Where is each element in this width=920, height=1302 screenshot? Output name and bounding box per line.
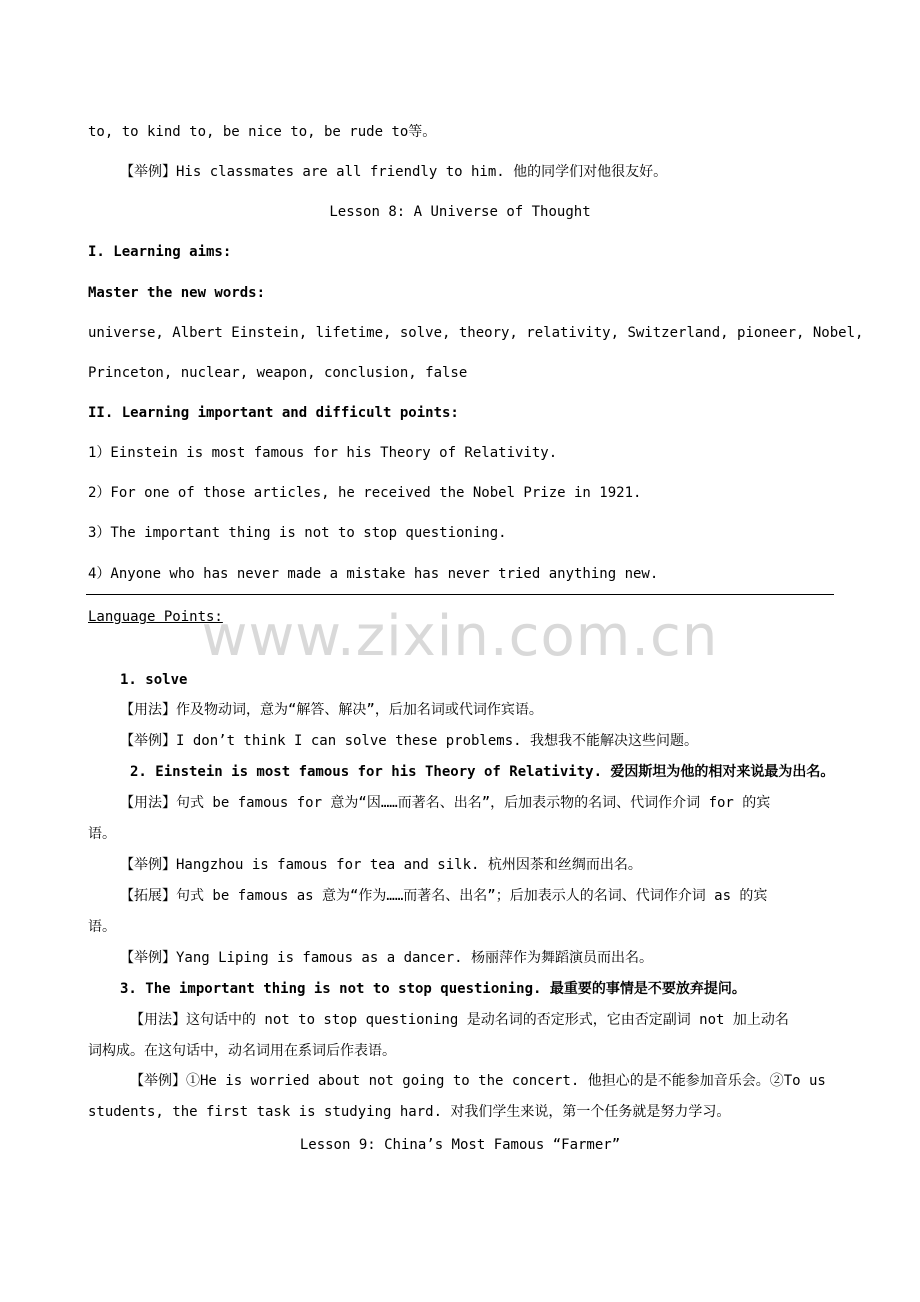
- lp1-title: 1. solve: [120, 672, 188, 688]
- lp3-example-line-1: 【举例】①He is worried about not going to the concert. 他担心的是不能参加音乐会。②To us: [130, 1073, 826, 1089]
- new-words-heading: Master the new words:: [88, 285, 266, 301]
- point-item: 1）Einstein is most famous for his Theory of Relativity.: [88, 445, 558, 461]
- point-item: 3）The important thing is not to stop questioning.: [88, 525, 507, 541]
- lp1-example: 【举例】I don’t think I can solve these problems. 我想我不能解决这些问题。: [120, 733, 699, 749]
- new-words-line-2: Princeton, nuclear, weapon, conclusion, false: [88, 365, 468, 381]
- example-friendly: 【举例】His classmates are all friendly to him. 他的同学们对他很友好。: [120, 164, 668, 180]
- lesson9-title: Lesson 9: China’s Most Famous “Farmer”: [299, 1137, 621, 1153]
- lesson8-title: Lesson 8: A Universe of Thought: [329, 204, 591, 220]
- lp3-title: 3. The important thing is not to stop questioning. 最重要的事情是不要放弃提问。: [120, 981, 746, 997]
- learning-aims-heading: I. Learning aims:: [88, 244, 232, 260]
- lp2-extend-line-2: 语。: [88, 919, 116, 935]
- lp2-example: 【举例】Hangzhou is famous for tea and silk. 杭州因茶和丝绸而出名。: [120, 857, 642, 873]
- lp3-example-line-2: students, the first task is studying hard. 对我们学生来说，第一个任务就是努力学习。: [88, 1104, 731, 1120]
- section-divider: [86, 594, 834, 595]
- continuation-text: to, to kind to, be nice to, be rude to等。: [88, 124, 437, 140]
- point-item: 2）For one of those articles, he received the Nobel Prize in 1921.: [88, 485, 642, 501]
- lp2-usage-line-1: 【用法】句式 be famous for 意为“因……而著名、出名”，后加表示物的名词、代词作介词 for 的宾: [120, 795, 771, 811]
- point-item: 4）Anyone who has never made a mistake has never tried anything new.: [88, 566, 659, 582]
- watermark: www.zixin.com.cn: [201, 604, 719, 669]
- lp3-usage-line-2: 词构成。在这句话中，动名词用在系词后作表语。: [88, 1043, 396, 1059]
- lp2-title: 2. Einstein is most famous for his Theory of Relativity. 爱因斯坦为他的相对来说最为出名。: [130, 764, 835, 780]
- lp2-usage-line-2: 语。: [88, 826, 116, 842]
- language-points-heading: Language Points:: [88, 609, 223, 625]
- lp2-extend-line-1: 【拓展】句式 be famous as 意为“作为……而著名、出名”；后加表示人的名词、代词作介词 as 的宾: [120, 888, 768, 904]
- lp1-usage: 【用法】作及物动词，意为“解答、解决”，后加名词或代词作宾语。: [120, 702, 543, 718]
- points-heading: II. Learning important and difficult points:: [88, 405, 459, 421]
- lp3-usage-line-1: 【用法】这句话中的 not to stop questioning 是动名词的否定形式，它由否定副词 not 加上动名: [130, 1012, 789, 1028]
- new-words-line-1: universe, Albert Einstein, lifetime, solve, theory, relativity, Switzerland, pioneer, Nobel,: [88, 325, 864, 341]
- lp2-extend-example: 【举例】Yang Liping is famous as a dancer. 杨丽萍作为舞蹈演员而出名。: [120, 950, 654, 966]
